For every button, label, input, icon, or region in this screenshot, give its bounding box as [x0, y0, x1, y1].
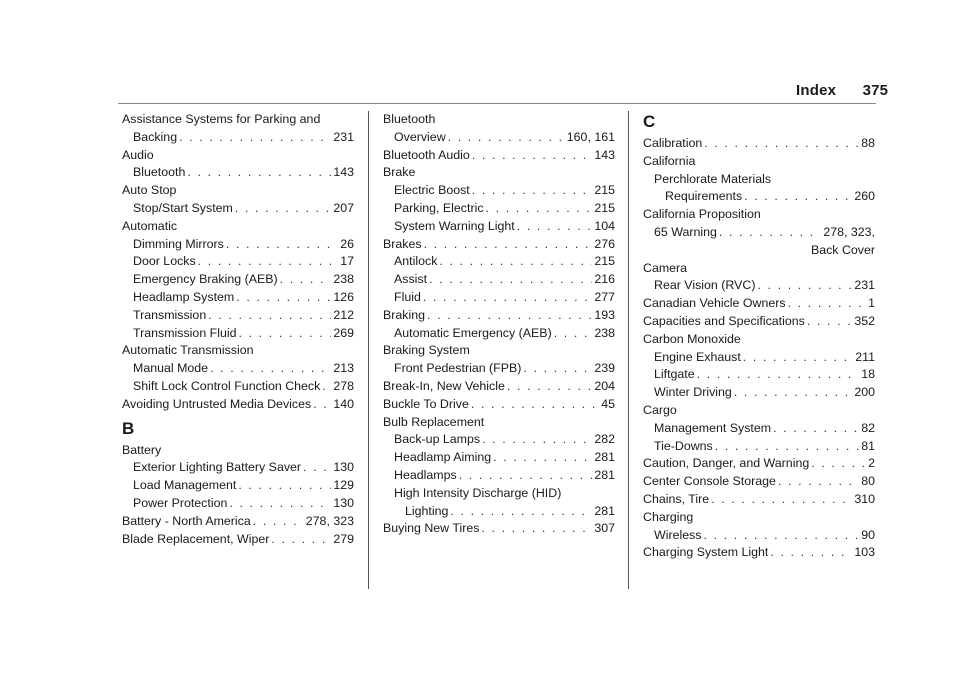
dot-leader [704, 135, 859, 153]
dot-leader [472, 182, 593, 200]
dot-leader [226, 236, 338, 254]
index-page-continuation: Back Cover [810, 242, 875, 257]
index-entry-pages: 278, 323 [305, 513, 354, 528]
index-entry-term: Avoiding Untrusted Media Devices [122, 396, 312, 411]
index-entry-term: Transmission Fluid [133, 325, 237, 340]
dot-leader [229, 495, 331, 513]
dot-leader [493, 449, 592, 467]
index-entry [383, 271, 615, 289]
index-entry-term: Lighting [405, 503, 449, 518]
dot-leader [697, 366, 860, 384]
index-entry-term: Bluetooth [133, 165, 186, 180]
dot-leader [757, 277, 852, 295]
index-entry-pages: 45 [601, 396, 615, 411]
index-entry [122, 495, 354, 513]
index-entry [643, 491, 875, 509]
index-entry-term: Door Locks [133, 254, 196, 269]
index-entry [383, 396, 615, 414]
index-entry-term: Charging System Light [643, 545, 769, 560]
dot-leader [743, 349, 853, 367]
index-heading: Battery [122, 442, 162, 457]
dot-leader [187, 164, 331, 182]
index-heading: Camera [643, 260, 688, 275]
index-entry-pages: 193 [594, 307, 615, 322]
index-entry-pages: 1 [868, 296, 875, 311]
dot-leader [507, 378, 592, 396]
dot-leader [459, 467, 593, 485]
dot-leader [807, 313, 852, 331]
dot-leader [235, 200, 331, 218]
index-entry-pages: 278 [333, 378, 354, 393]
dot-leader [208, 307, 331, 325]
index-heading: Braking System [383, 343, 470, 358]
dot-leader [238, 477, 331, 495]
index-entry-pages: 17 [340, 254, 354, 269]
index-entry-term: Load Management [133, 478, 237, 493]
index-entry [122, 253, 354, 271]
index-entry-pages: 231 [854, 278, 875, 293]
index-entry-term: Buying New Tires [383, 521, 480, 536]
index-entry-term: Parking, Electric [394, 200, 484, 215]
index-entry [383, 236, 615, 254]
index-entry-pages: 215 [594, 200, 615, 215]
index-entry [643, 473, 875, 491]
dot-leader [427, 307, 592, 325]
index-entry [643, 366, 875, 384]
index-entry [383, 467, 615, 485]
index-entry-term: Power Protection [133, 495, 228, 510]
index-entry [643, 277, 875, 295]
dot-leader [280, 271, 332, 289]
index-entry-term: Bluetooth Audio [383, 147, 470, 162]
index-entry-term: Antilock [394, 254, 438, 269]
index-entry [122, 477, 354, 495]
index-entry-pages: 231 [333, 129, 354, 144]
index-entry-pages: 352 [854, 313, 875, 328]
index-entry-pages: 307 [594, 521, 615, 536]
dot-leader [198, 253, 339, 271]
dot-leader [253, 513, 304, 531]
index-entry [383, 129, 615, 147]
index-entry-pages: 277 [594, 289, 615, 304]
index-entry-term: 65 Warning [654, 224, 717, 239]
index-entry-pages: 281 [594, 450, 615, 465]
index-entry [122, 289, 354, 307]
index-entry-pages: 281 [594, 503, 615, 518]
index-entry-pages: 281 [594, 467, 615, 482]
index-heading: Automatic [122, 218, 178, 233]
index-entry-pages: 104 [594, 218, 615, 233]
index-entry [383, 289, 615, 307]
index-entry [643, 188, 875, 206]
index-entry-term: Engine Exhaust [654, 349, 741, 364]
index-entry [383, 307, 615, 325]
index-entry [122, 164, 354, 182]
index-entry-term: Shift Lock Control Function Check [133, 378, 321, 393]
index-entry [643, 135, 875, 153]
dot-leader [770, 544, 852, 562]
dot-leader [423, 289, 592, 307]
index-entry-pages: 204 [594, 378, 615, 393]
index-column-1 [122, 111, 354, 548]
dot-leader [554, 325, 593, 343]
index-entry-pages: 239 [594, 361, 615, 376]
index-entry [122, 513, 354, 531]
index-entry [383, 360, 615, 378]
index-entry-pages: 310 [854, 491, 875, 506]
index-entry-term: Dimming Mirrors [133, 236, 224, 251]
index-entry-pages: 215 [594, 183, 615, 198]
dot-leader [448, 129, 565, 147]
dot-leader [715, 438, 859, 456]
dot-leader [734, 384, 853, 402]
index-entry-pages: 269 [333, 325, 354, 340]
index-entry [122, 271, 354, 289]
index-entry [383, 520, 615, 538]
index-entry-term: Braking [383, 307, 426, 322]
index-entry [643, 295, 875, 313]
index-entry-term: Headlamp System [133, 289, 235, 304]
index-entry [383, 449, 615, 467]
section-letter: B [122, 418, 135, 438]
index-entry-term: Headlamps [394, 467, 457, 482]
index-heading: High Intensity Discharge (HID) [394, 485, 562, 500]
index-entry-pages: 103 [854, 545, 875, 560]
index-entry-term: Assist [394, 272, 428, 287]
index-entry-term: Buckle To Drive [383, 396, 469, 411]
index-entry [122, 459, 354, 477]
index-entry-pages: 282 [594, 432, 615, 447]
index-heading: Carbon Monoxide [643, 331, 741, 346]
index-entry-term: Break-In, New Vehicle [383, 378, 505, 393]
dot-leader [179, 129, 331, 147]
dot-leader [773, 420, 859, 438]
index-entry-pages: 200 [854, 385, 875, 400]
index-entry [122, 200, 354, 218]
index-entry-pages: 143 [594, 147, 615, 162]
index-entry-pages: 88 [861, 136, 875, 150]
index-entry-pages: 276 [594, 236, 615, 251]
dot-leader [788, 295, 867, 313]
dot-leader [811, 455, 866, 473]
index-entry [643, 349, 875, 367]
index-entry-term: Transmission [133, 307, 207, 322]
index-entry-term: Blade Replacement, Wiper [122, 531, 270, 546]
dot-leader [523, 360, 592, 378]
index-entry-term: Backing [133, 129, 178, 144]
index-entry [643, 313, 875, 331]
index-entry-term: Caution, Danger, and Warning [643, 456, 810, 471]
index-entry [122, 531, 354, 549]
index-entry [643, 527, 875, 545]
index-entry [383, 325, 615, 343]
dot-leader [719, 224, 821, 242]
column-divider [368, 111, 369, 589]
index-entry [643, 438, 875, 456]
index-entry-pages: 81 [861, 438, 875, 453]
dot-leader [239, 325, 332, 343]
index-entry-term: Wireless [654, 527, 702, 542]
index-entry-term: Brakes [383, 236, 422, 251]
page-header [796, 82, 888, 99]
dot-leader [450, 503, 592, 521]
index-entry-pages: 279 [333, 531, 354, 546]
index-entry-term: Center Console Storage [643, 474, 776, 489]
index-entry-term: Rear Vision (RVC) [654, 278, 756, 293]
index-heading: Charging [643, 509, 694, 524]
index-entry-pages: 211 [855, 349, 875, 364]
index-entry-term: Emergency Braking (AEB) [133, 272, 278, 287]
index-entry-pages: 238 [333, 272, 354, 287]
index-heading: Perchlorate Materials [654, 171, 772, 186]
index-entry-term: Canadian Vehicle Owners [643, 296, 786, 311]
index-entry-term: Chains, Tire [643, 491, 710, 506]
index-entry-pages: 126 [333, 289, 354, 304]
index-heading: Cargo [643, 402, 677, 417]
index-entry-pages: 238 [594, 325, 615, 340]
dot-leader [424, 236, 593, 254]
index-heading: Brake [383, 165, 416, 180]
index-entry-term: Battery - North America [122, 513, 251, 528]
index-entry-term: Exterior Lighting Battery Saver [133, 460, 302, 475]
index-entry [383, 431, 615, 449]
index-entry [122, 378, 354, 396]
index-entry-term: Capacities and Specifications [643, 313, 805, 328]
index-entry [122, 307, 354, 325]
index-heading: Auto Stop [122, 183, 177, 198]
index-entry-pages: 212 [333, 307, 354, 322]
dot-leader [303, 459, 331, 477]
index-heading: Bulb Replacement [383, 414, 485, 429]
dot-leader [486, 200, 593, 218]
dot-leader [471, 396, 599, 414]
index-entry-term: Liftgate [654, 367, 695, 382]
index-entry-term: Automatic Emergency (AEB) [394, 325, 552, 340]
index-entry-term: Overview [394, 129, 446, 144]
index-heading: Automatic Transmission [122, 343, 254, 358]
index-entry [122, 396, 354, 414]
index-entry [122, 236, 354, 254]
dot-leader [313, 396, 331, 414]
index-entry [643, 544, 875, 562]
dot-leader [210, 360, 331, 378]
dot-leader [704, 527, 860, 545]
index-entry-pages: 130 [333, 495, 354, 510]
index-entry-term: Front Pedestrian (FPB) [394, 361, 522, 376]
dot-leader [482, 431, 592, 449]
index-entry [383, 503, 615, 521]
index-entry [643, 420, 875, 438]
index-entry [383, 200, 615, 218]
index-entry-pages: 26 [340, 236, 354, 251]
index-heading: Audio [122, 147, 154, 162]
header-divider [118, 103, 876, 104]
index-entry [383, 147, 615, 165]
index-entry [643, 455, 875, 473]
index-entry [643, 384, 875, 402]
index-column-3 [643, 111, 875, 562]
dot-leader [481, 520, 592, 538]
dot-leader [744, 188, 852, 206]
column-divider [628, 111, 629, 589]
index-entry [122, 360, 354, 378]
index-entry [122, 129, 354, 147]
dot-leader [429, 271, 592, 289]
index-entry-term: Fluid [394, 289, 421, 304]
index-entry-pages: 82 [861, 420, 875, 435]
index-entry-term: Winter Driving [654, 385, 732, 400]
index-entry-pages: 80 [861, 474, 875, 489]
index-entry-pages: 143 [333, 165, 354, 180]
dot-leader [236, 289, 331, 307]
index-entry [383, 378, 615, 396]
index-entry-term: Headlamp Aiming [394, 450, 492, 465]
dot-leader [711, 491, 852, 509]
index-entry [383, 253, 615, 271]
index-entry-pages: 278, 323, [823, 224, 875, 239]
dot-leader [472, 147, 593, 165]
index-entry-pages: 215 [594, 254, 615, 269]
index-heading: Bluetooth [383, 112, 436, 126]
index-heading: California [643, 153, 696, 168]
index-entry-pages: 90 [861, 527, 875, 542]
index-entry [122, 325, 354, 343]
page-title: Index [796, 82, 837, 99]
index-entry-pages: 129 [333, 478, 354, 493]
dot-leader [439, 253, 592, 271]
index-heading: Assistance Systems for Parking and [122, 112, 321, 126]
index-entry-term: Stop/Start System [133, 200, 233, 215]
index-entry-term: System Warning Light [394, 218, 515, 233]
dot-leader [271, 531, 331, 549]
index-entry-pages: 160, 161 [566, 129, 615, 144]
index-entry-term: Management System [654, 420, 772, 435]
index-entry-term: Back-up Lamps [394, 432, 481, 447]
index-entry-pages: 260 [854, 189, 875, 204]
index-entry-pages: 2 [868, 456, 875, 471]
index-entry-pages: 213 [333, 361, 354, 376]
index-entry-pages: 18 [861, 367, 875, 382]
index-entry-pages: 130 [333, 460, 354, 475]
dot-leader [322, 378, 331, 396]
dot-leader [517, 218, 593, 236]
index-entry-term: Manual Mode [133, 361, 209, 376]
index-entry-term: Calibration [643, 136, 703, 150]
index-column-2 [383, 111, 615, 538]
index-heading: California Proposition [643, 207, 761, 222]
page-number: 375 [862, 82, 889, 99]
index-entry-pages: 216 [594, 272, 615, 287]
index-entry [383, 218, 615, 236]
index-entry-term: Tie-Downs [654, 438, 713, 453]
dot-leader [778, 473, 859, 491]
index-entry-pages: 140 [333, 396, 354, 411]
index-entry-pages: 207 [333, 200, 354, 215]
index-entry-term: Electric Boost [394, 183, 470, 198]
index-entry-term: Requirements [665, 189, 743, 204]
index-entry [643, 224, 875, 242]
section-letter: C [643, 112, 656, 131]
index-entry [383, 182, 615, 200]
